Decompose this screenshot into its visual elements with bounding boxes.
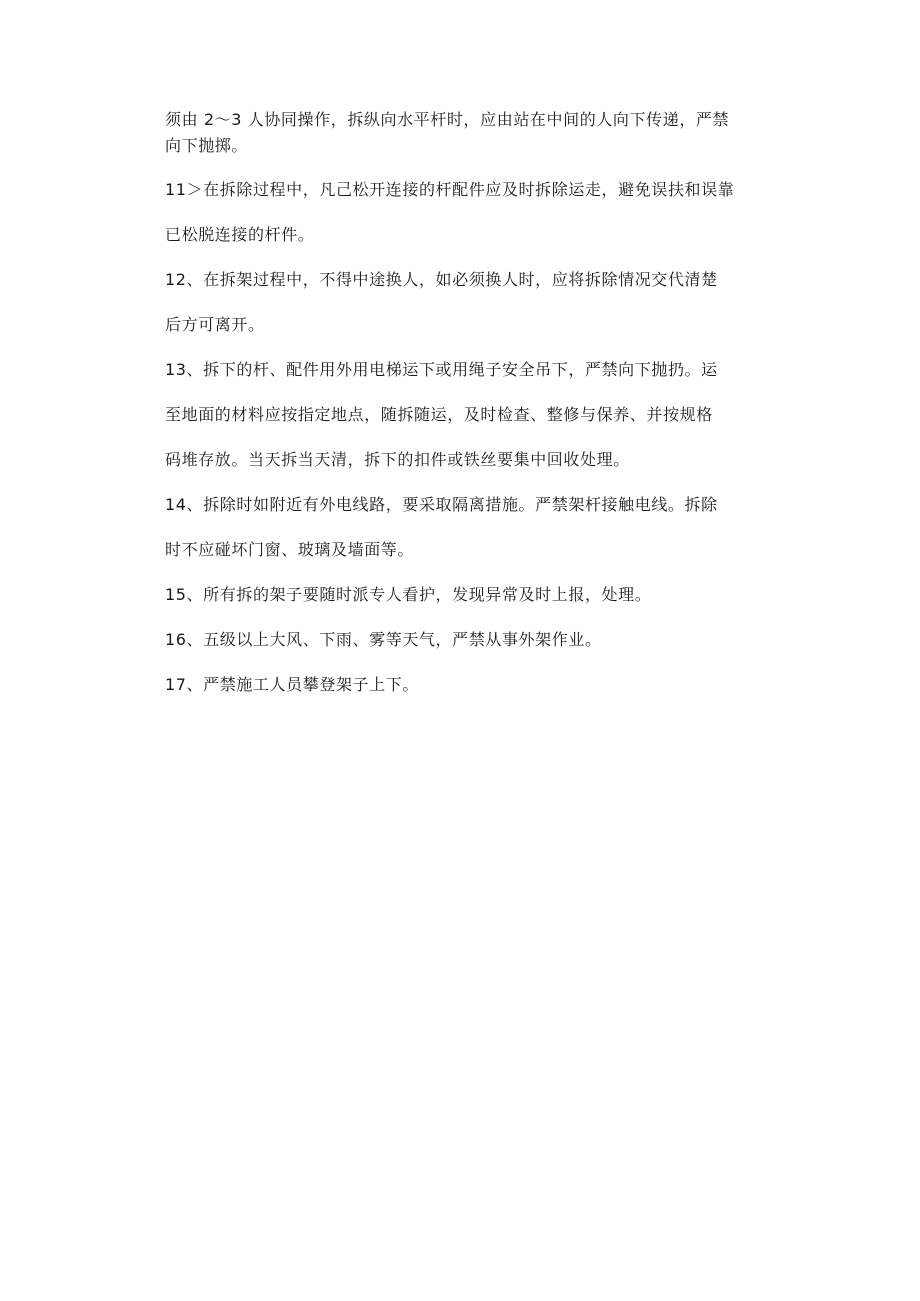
- text-line: 后方可离开。: [165, 315, 265, 334]
- text-line: 已松脱连接的杆件。: [165, 225, 315, 244]
- text-line: 11＞在拆除过程中，凡己松开连接的杆配件应及时拆除运走，避免误扶和误靠: [165, 180, 735, 199]
- text-line: 16、五级以上大风、下雨、雾等天气，严禁从事外架作业。: [165, 630, 602, 649]
- text-line: 至地面的材料应按指定地点，随拆随运，及时检查、整修与保养、并按规格: [165, 405, 713, 424]
- text-line: 时不应碰坏门窗、玻璃及墙面等。: [165, 540, 415, 559]
- text-line: 15、所有拆的架子要随时派专人看护，发现异常及时上报，处理。: [165, 585, 652, 604]
- text-line: 17、严禁施工人员攀登架子上下。: [165, 675, 419, 694]
- text-line: 14、拆除时如附近有外电线路，要采取隔离措施。严禁架杆接触电线。拆除: [165, 495, 718, 514]
- document-body: [165, 108, 787, 697]
- text-line: 12、在拆架过程中，不得中途换人，如必须换人时，应将拆除情况交代清楚: [165, 270, 718, 289]
- text-line: 码堆存放。当天拆当天清，拆下的扣件或铁丝要集中回收处理。: [165, 450, 630, 469]
- text-line: 须由 2～3 人协同操作，拆纵向水平杆时，应由站在中间的人向下传递，严禁: [165, 110, 730, 129]
- text-line: 13、拆下的杆、配件用外用电梯运下或用绳子安全吊下，严禁向下抛扔。运: [165, 360, 718, 379]
- text-line: 向下抛掷。: [165, 136, 249, 155]
